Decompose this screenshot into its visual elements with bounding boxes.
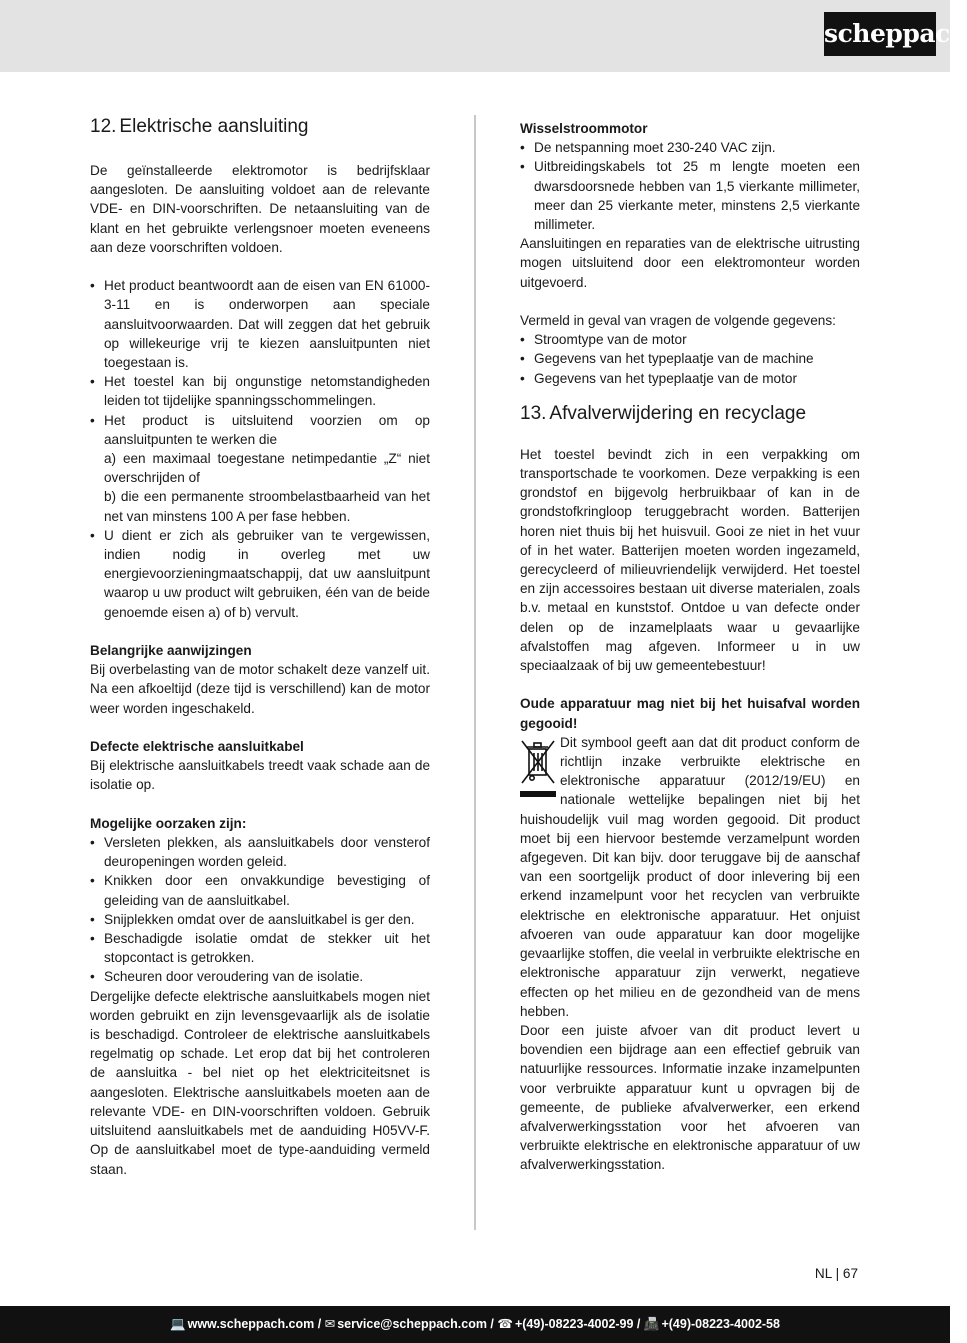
list-item-text: Het product is uitsluitend voorzien om op aansluitpunten te werken die bbox=[104, 412, 430, 447]
section-12-heading bbox=[90, 115, 430, 139]
crossed-out-wheelie-bin-icon bbox=[520, 735, 556, 803]
mail-icon: ✉ bbox=[324, 1317, 336, 1331]
list-item: • Knikken door een onvakkundige bevestiging of geleiding van de aansluitkabel. bbox=[90, 871, 430, 909]
section-12-intro: De geïnstalleerde elektromotor is bedrijfsklaar aangesloten. De aansluiting voldoet aan de relevante VDE- en DIN-voorschriften. De netaansluiting van de klant en het gebruikte verlengsnoer moeten eveneens aan deze voorschriften voldoen. bbox=[90, 163, 430, 255]
left-column bbox=[90, 115, 430, 1179]
list-item: • Scheuren door veroudering van de isolatie. bbox=[90, 967, 430, 986]
list-item-sub-b: b) die een permanente stroombelastbaarheid van het net van minstens 100 A per fase hebben. bbox=[104, 489, 430, 524]
causes-title: Mogelijke oorzaken zijn: bbox=[90, 815, 247, 831]
page-number: NL | 67 bbox=[814, 1266, 858, 1281]
ac-motor-list bbox=[520, 138, 860, 234]
list-item: • Gegevens van het typeplaatje van de motor bbox=[520, 369, 860, 388]
phone-icon: ☎ bbox=[497, 1317, 513, 1331]
footer-fax: +(49)-08223-4002-58 bbox=[661, 1317, 780, 1331]
list-item: • Stroomtype van de motor bbox=[520, 330, 860, 349]
list-item: • Versleten plekken, als aansluitkabels door vensterof deuropeningen worden geleid. bbox=[90, 833, 430, 871]
right-column bbox=[520, 119, 860, 1175]
list-item-sub-a: a) een maximaal toegestane netimpedantie „Z“ niet overschrijden of bbox=[104, 451, 430, 486]
weee-notice bbox=[520, 733, 860, 1021]
ac-motor-text: Aansluitingen en reparaties van de elektrische uitrusting mogen uitsluitend door een elektromonteur worden uitgevoerd. bbox=[520, 236, 860, 290]
important-text: Bij overbelasting van de motor schakelt deze vanzelf uit. Na een afkoeltijd (deze tijd is verschillend) kan de motor weer worden ingeschakeld. bbox=[90, 662, 430, 716]
defect-cable-title: Defecte elektrische aansluitkabel bbox=[90, 739, 304, 755]
info-intro: Vermeld in geval van vragen de volgende gegevens: bbox=[520, 313, 836, 329]
old-equipment-text: Dit symbool geeft aan dat dit product conform de richtlijn inzake verbruikte elektrische en elektronische apparatuur (2012/19/EU) en nationale wettelijke bepalingen niet bij het huishoudelijk vuil mag worden gegooid. Dit product moet bij een hiervoor bestemde verzamelpunt worden afgegeven. Dit kan bijv. door teruggave bij de aanschaf van een soortgelijk product of door inlevering bij een erkend inzamelpunt voor het recyclen van verbruikte elektrische en elektronische apparatuur. Het onjuist afvoeren van oude apparatuur kan door mogelijke gevaarlijke stoffen, die veelal in verbruikte elektrische en elektronische apparatuur zijn verwerkt, negatieve effecten op het milieu en de gezondheid van de mens hebben. bbox=[520, 734, 860, 1019]
list-item: • Uitbreidingskabels tot 25 m lengte moeten een dwarsdoorsnede hebben van 1,5 vierkante millimeter, meer dan 25 vierkante meter, minstens 2,5 vierkante millimeter. bbox=[520, 157, 860, 234]
section-13-number: 13. bbox=[520, 402, 547, 424]
defect-cable-text: Bij elektrische aansluitkabels treedt vaak schade aan de isolatie op. bbox=[90, 758, 430, 793]
section-13-title: Afvalverwijdering en recyclage bbox=[549, 402, 807, 424]
section-13-heading bbox=[520, 402, 860, 426]
important-title: Belangrijke aanwijzingen bbox=[90, 643, 252, 659]
list-item: • U dient er zich als gebruiker van te vergewissen, indien nodig in overleg met uw energievoorzieningmaatschappij, dat uw aansluitpunt waarop u uw product wilt gebruiken, één van de beide genoemde eisen a) of b) vervult. bbox=[90, 526, 430, 622]
requirements-list bbox=[90, 276, 430, 622]
footer-website[interactable]: www.scheppach.com / bbox=[187, 1317, 322, 1331]
list-item bbox=[90, 411, 430, 526]
section-12-title: Elektrische aansluiting bbox=[119, 116, 309, 137]
list-item: • Snijplekken omdat over de aansluitkabel is ger den. bbox=[90, 910, 430, 929]
footer-email[interactable]: service@scheppach.com / bbox=[337, 1317, 494, 1331]
final-text: Door een juiste afvoer van dit product levert u bovendien een bijdrage aan een effectief gebruik van natuurlijke ressources. Informatie inzake inzamelpunten voor verbruikte apparatuur kunt u opvragen bij de gemeente, de publieke afvalverwerker, een erkend afvalverwerkingsstation voor het afvoeren van verbruikte elektrische en elektronische apparatuur of uw afvalverwerkingsstation. bbox=[520, 1022, 860, 1173]
list-item: • Het product beantwoordt aan de eisen van EN 61000-3-11 en is onderworpen aan speciale aansluitvoorwaarden. Dat will zeggen dat het gebruik op willekeurige vrij te kiezen aansluitpunten niet toegestaan is. bbox=[90, 276, 430, 372]
fax-icon: 📠 bbox=[643, 1317, 660, 1331]
section-13-text: Het toestel bevindt zich in een verpakking om transportschade te voorkomen. Deze verpakking is een grondstof en bijgevolg herbruikbaar of kan in de grondstofkringloop teruggebracht worden. Batterijen horen niet thuis bij het huisvuil. Gooi ze niet in het vuur of in het water. Batterijen moeten worden ingezameld, gerecycleerd of milieuvriendelijk verwijderd. Het toestel en zijn accessoires bestaan uit diverse materialen, zoals b.v. metaal en kunststof. Ontdoe u van defecte onder delen op de inzamelplaats waar u gevaarlijke afvalstoffen mag afgeven. Informeer u in uw speciaalzaak of bij uw gemeentebestuur! bbox=[520, 446, 860, 674]
list-item: • Gegevens van het typeplaatje van de machine bbox=[520, 349, 860, 368]
footer-phone: +(49)-08223-4002-99 / bbox=[514, 1317, 641, 1331]
header-band bbox=[0, 0, 950, 72]
causes-text: Dergelijke defecte elektrische aansluitkabels mogen niet worden gebruikt en zijn levensgevaarlijk als de isolatie is beschadigd. Controleer de elektrische aansluitkabels regelmatig op schade. Let erop dat bij het controleren de aansluitka - bel niet op het elektriciteitsnet is aangesloten. Elektrische aansluitkabels moeten aan de relevante VDE- en DIN-voorschriften voldoen. Gebruik uitsluitend aansluitkabels met de aanduiding H05VV-F. Op de aansluitkabel moet de type-aanduiding vermeld staan. bbox=[90, 988, 430, 1177]
list-item: • Het toestel kan bij ongunstige netomstandigheden leiden tot tijdelijke spanningsschommelingen. bbox=[90, 372, 430, 410]
scheppach-logo: scheppach bbox=[824, 12, 936, 56]
list-item: • De netspanning moet 230-240 VAC zijn. bbox=[520, 138, 860, 157]
column-divider bbox=[474, 115, 476, 1230]
section-12-number: 12. bbox=[90, 116, 117, 137]
computer-icon: 💻 bbox=[170, 1317, 186, 1331]
ac-motor-title: Wisselstroommotor bbox=[520, 121, 648, 136]
info-list bbox=[520, 330, 860, 388]
footer-bar bbox=[0, 1306, 950, 1343]
old-equipment-title: Oude apparatuur mag niet bij het huisafval worden gegooid! bbox=[520, 696, 860, 731]
causes-list bbox=[90, 833, 430, 987]
list-item: • Beschadigde isolatie omdat de stekker uit het stopcontact is getrokken. bbox=[90, 929, 430, 967]
